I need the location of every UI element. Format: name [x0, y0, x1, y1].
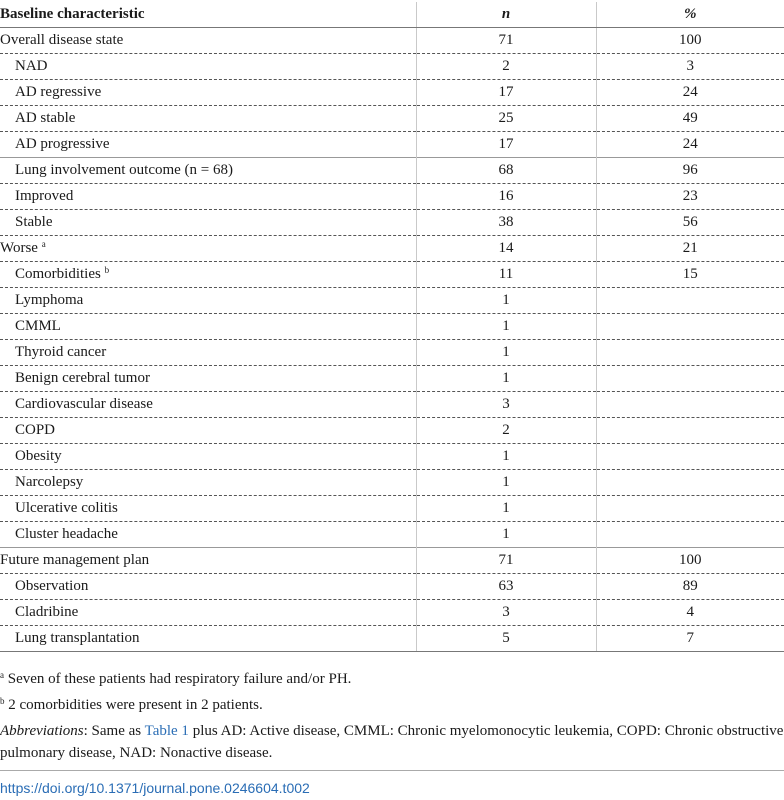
row-percent-value: 100 [596, 548, 784, 574]
row-n-value: 2 [416, 418, 596, 444]
row-label: Cluster headache [15, 526, 118, 542]
row-label: Overall disease state [0, 32, 124, 48]
row-label: Stable [15, 214, 53, 230]
header-percent: % [596, 2, 784, 28]
row-n-value: 1 [416, 366, 596, 392]
table-row [0, 626, 784, 652]
row-n-value: 1 [416, 496, 596, 522]
row-label-cell [0, 314, 416, 340]
row-label: Ulcerative colitis [15, 500, 118, 516]
row-label: Obesity [15, 448, 62, 464]
row-n-value: 14 [416, 236, 596, 262]
row-label-cell [0, 184, 416, 210]
row-n-value: 3 [416, 600, 596, 626]
row-percent-value: 4 [596, 600, 784, 626]
row-label-cell [0, 574, 416, 600]
abbreviations-pre: : Same as [83, 723, 145, 739]
row-label-cell [0, 496, 416, 522]
row-n-value: 71 [416, 548, 596, 574]
row-n-value: 1 [416, 470, 596, 496]
row-label: Lung transplantation [15, 630, 140, 646]
row-label-cell [0, 366, 416, 392]
row-percent-value: 96 [596, 158, 784, 184]
row-n-value: 1 [416, 522, 596, 548]
row-percent-value [596, 496, 784, 522]
row-percent-value: 21 [596, 236, 784, 262]
baseline-characteristics-table [0, 2, 784, 652]
row-label-cell [0, 600, 416, 626]
row-label-cell [0, 236, 416, 262]
row-n-value: 1 [416, 340, 596, 366]
row-label-cell [0, 444, 416, 470]
row-percent-value [596, 418, 784, 444]
table-row [0, 184, 784, 210]
doi-divider [0, 770, 784, 771]
row-percent-value: 100 [596, 28, 784, 54]
table-row [0, 288, 784, 314]
row-label: AD regressive [15, 84, 102, 100]
row-label-cell [0, 54, 416, 80]
row-n-value: 38 [416, 210, 596, 236]
row-n-value: 5 [416, 626, 596, 652]
row-n-value: 25 [416, 106, 596, 132]
row-n-value: 17 [416, 132, 596, 158]
row-percent-value: 24 [596, 80, 784, 106]
footnote-b-text: 2 comorbidities were present in 2 patients. [4, 697, 263, 713]
row-n-value: 68 [416, 158, 596, 184]
row-label-cell [0, 340, 416, 366]
row-label: Cladribine [15, 604, 79, 620]
table-row [0, 522, 784, 548]
row-n-value: 63 [416, 574, 596, 600]
table-row [0, 470, 784, 496]
row-n-value: 17 [416, 80, 596, 106]
table-row [0, 574, 784, 600]
table-row [0, 314, 784, 340]
row-n-value: 1 [416, 314, 596, 340]
table-row [0, 262, 784, 288]
row-label-cell [0, 210, 416, 236]
table-row [0, 210, 784, 236]
row-label-cell [0, 132, 416, 158]
row-percent-value: 7 [596, 626, 784, 652]
table-row [0, 340, 784, 366]
row-percent-value [596, 366, 784, 392]
row-label: Benign cerebral tumor [15, 370, 150, 386]
row-label-cell [0, 28, 416, 54]
row-label-cell [0, 522, 416, 548]
row-label: AD stable [15, 110, 76, 126]
table-body [0, 28, 784, 652]
row-label-cell [0, 392, 416, 418]
row-label: Comorbidities [15, 266, 101, 282]
table-row [0, 600, 784, 626]
footnote-a [0, 668, 784, 690]
table-row [0, 236, 784, 262]
row-percent-value [596, 314, 784, 340]
row-label-cell [0, 106, 416, 132]
doi-link[interactable]: https://doi.org/10.1371/journal.pone.0246604.t002 [0, 780, 310, 796]
footnote-b-mark: b [0, 696, 5, 706]
row-percent-value: 56 [596, 210, 784, 236]
row-percent-value [596, 470, 784, 496]
row-label-cell [0, 418, 416, 444]
table-row [0, 80, 784, 106]
row-label: NAD [15, 58, 48, 74]
row-label: COPD [15, 422, 56, 438]
header-n: n [416, 2, 596, 28]
row-label: Worse [0, 240, 38, 256]
header-baseline-characteristic: Baseline characteristic [0, 2, 416, 28]
table-row [0, 106, 784, 132]
row-percent-value: 15 [596, 262, 784, 288]
row-percent-value [596, 288, 784, 314]
table-row [0, 366, 784, 392]
row-label-cell [0, 80, 416, 106]
row-n-value: 71 [416, 28, 596, 54]
abbreviations-title: Abbreviations [0, 723, 84, 739]
row-label: Cardiovascular disease [15, 396, 153, 412]
row-percent-value [596, 444, 784, 470]
footnote-a-text: Seven of these patients had respiratory failure and/or PH. [4, 671, 352, 687]
footnote-b [0, 694, 784, 716]
row-n-value: 11 [416, 262, 596, 288]
abbreviations-post: plus AD: Active disease, CMML: Chronic myelomonocytic leukemia, COPD: Chronic obstructive pulmonary disease, NAD: Nonactive disease. [0, 723, 784, 761]
row-percent-value [596, 522, 784, 548]
row-n-value: 1 [416, 444, 596, 470]
row-label-cell [0, 288, 416, 314]
table-row [0, 132, 784, 158]
table-1-link[interactable]: Table 1 [144, 723, 189, 739]
row-label: Thyroid cancer [15, 344, 107, 360]
row-label-cell [0, 626, 416, 652]
row-label-cell [0, 470, 416, 496]
table-row [0, 548, 784, 574]
row-percent-value [596, 340, 784, 366]
table-row [0, 496, 784, 522]
row-percent-value: 3 [596, 54, 784, 80]
table-row [0, 158, 784, 184]
row-label: Observation [15, 578, 89, 594]
row-label: Lung involvement outcome (n = 68) [15, 162, 233, 178]
row-percent-value: 49 [596, 106, 784, 132]
row-label: AD progressive [15, 136, 110, 152]
row-percent-value: 89 [596, 574, 784, 600]
row-percent-value: 23 [596, 184, 784, 210]
table-row [0, 54, 784, 80]
row-label-cell [0, 262, 416, 288]
table-header-row [0, 2, 784, 28]
row-n-value: 16 [416, 184, 596, 210]
data-table-container [0, 2, 784, 652]
row-label-cell [0, 548, 416, 574]
row-percent-value: 24 [596, 132, 784, 158]
table-row [0, 28, 784, 54]
row-label: Improved [15, 188, 74, 204]
row-label: Lymphoma [15, 292, 84, 308]
row-label-cell [0, 158, 416, 184]
row-n-value: 1 [416, 288, 596, 314]
row-percent-value [596, 392, 784, 418]
row-label: Narcolepsy [15, 474, 84, 490]
row-n-value: 2 [416, 54, 596, 80]
row-footnote-mark: b [104, 265, 110, 275]
row-footnote-mark: a [41, 239, 46, 249]
table-row [0, 444, 784, 470]
table-footnotes [0, 668, 784, 764]
table-row [0, 392, 784, 418]
row-label: Future management plan [0, 552, 150, 568]
table-row [0, 418, 784, 444]
abbreviations-note [0, 720, 784, 764]
footnote-a-mark: a [0, 670, 4, 680]
row-label: CMML [15, 318, 61, 334]
row-n-value: 3 [416, 392, 596, 418]
